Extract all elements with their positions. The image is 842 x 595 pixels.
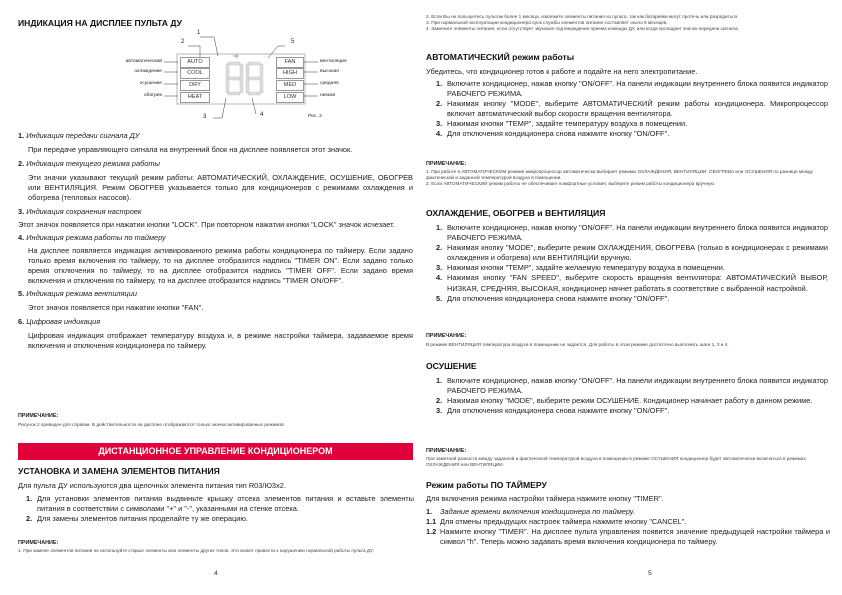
note-text: 4. Замените элементы питания, если отсутствует звуковое подтверждение приема команды ДУ, или когда пропадает значок передачи сигнала. [426, 26, 740, 32]
label-automatic: автоматический [125, 59, 162, 64]
note-text: При заметной разности между заданной и фактической температурой воздуха в помещении в режиме ОСУШЕНИЯ кондиционер будет автоматически включаться в режимах ОХЛАЖДЕНИЯ или ВЕНТИЛЯЦИИ. [426, 456, 806, 468]
list-item: 4. Для отключения кондиционера снова нажмите кнопку "ON/OFF". [436, 129, 670, 139]
item-text: Эти значки указывают текущий режим работы: АВТОМАТИЧЕСКИЙ, ОХЛАЖДЕНИЕ, ОСУШЕНИЕ, ОБОГРЕВ или ВЕНТИЛЯЦИЯ. Режим ОБОГРЕВ указывается только для кондиционеров с режимами охлаждения и обогрева (тепловых насосов). [28, 173, 413, 203]
timer-title: Режим работы ПО ТАЙМЕРУ [426, 480, 547, 490]
right-page [421, 0, 842, 595]
cool-heat-fan-title: ОХЛАЖДЕНИЕ, ОБОГРЕВ и ВЕНТИЛЯЦИЯ [426, 208, 606, 218]
timer-intro: Для включения режима настройки таймера нажмите кнопку "TIMER". [426, 494, 664, 503]
list-item: 3. Нажимая кнопки "TEMP", задайте температуру воздуха в помещении. [436, 119, 688, 129]
note-title: ПРИМЕЧАНИЕ: [426, 448, 467, 454]
label-ventilation: вентиляция [320, 59, 347, 64]
note-title: ПРИМЕЧАНИЕ: [18, 540, 59, 546]
label-heating: обогрев [143, 93, 162, 98]
mode-med-icon: MED [276, 80, 304, 91]
list-item: 2. Нажимая кнопку "MODE", выберите АВТОМАТИЧЕСКИЙ режим работы кондиционера. Микропроцессор включит автоматический выбор скорости вращения вентилятора. [436, 99, 828, 119]
list-item: 6. Цифровая индикация Цифровая индикация отображает температуру воздуха и, в режиме настройки таймера, задаваемое время включения и отключения кондиционера по таймеру. [18, 317, 413, 350]
list-item: 5. Индикация режима вентиляции Этот значок появляется при нажатии кнопки "FAN". [18, 289, 413, 313]
note-text: 3. При нормальной эксплуатации кондиционера срок службы элементов питания составляет около 6 месяцев. [426, 20, 668, 26]
mode-cool-icon: COOL [180, 68, 210, 79]
note-title: ПРИМЕЧАНИЕ: [426, 161, 467, 167]
list-item: 3. Индикация сохранения настроек Этот значок появляется при нажатии кнопки "LOCK". При повторном нажатии кнопки "LOCK" значок исчезает. [18, 207, 413, 230]
item-title: Индикация режима работы по таймеру [26, 232, 166, 242]
list-item: 2. Для замены элементов питания проделайте ту же операцию. [26, 514, 248, 524]
list-item: 1. Включите кондиционер, нажав кнопку "ON/OFF". На панели индикации внутреннего блока появится индикатор РАБОЧЕГО РЕЖИМА. [436, 79, 828, 99]
auto-notes [426, 169, 830, 188]
list-item: 2. Нажимая кнопку "MODE", выберите режим ОСУШЕНИЕ. Кондиционер начинает работу в данном режиме. [436, 396, 813, 406]
list-item: 2. Индикация текущего режима работы Эти значки указывают текущий режим работы: АВТОМАТИЧЕСКИЙ, ОХЛАЖДЕНИЕ, ОСУШЕНИЕ, ОБОГРЕВ или ВЕНТИЛЯЦИЯ. Режим ОБОГРЕВ указывается только для кондиционеров с режимами охлаждения и обогрева (тепловых насосов). [18, 159, 413, 203]
list-item: 3. Нажимая кнопки "TEMP", задайте желаемую температуру воздуха в помещении. [436, 263, 725, 273]
indication-items [18, 131, 413, 351]
mode-heat-icon: HEAT [180, 92, 210, 103]
auto-mode-intro: Убедитесь, что кондиционер готов к работе и подайте на него электропитание. [426, 67, 698, 76]
callout-3: 3 [203, 114, 207, 120]
note-title: ПРИМЕЧАНИЕ: [18, 413, 59, 419]
list-item: 1. Для установки элементов питания выдвиньте крышку отсека элементов питания и вставьте элементы питания в соответствии с символами "+" и "-", указанными на стенке отсека. [26, 494, 414, 514]
callout-4: 4 [260, 112, 264, 118]
note-text: 1. При замене элементов питания не используйте старые элементы или элементы других типов. Это может привести к нарушению нормальной работы пульта ДУ. [18, 548, 374, 553]
item-title: Индикация передачи сигнала ДУ [26, 131, 140, 140]
auto-mode-steps [436, 79, 828, 140]
item-text: Цифровая индикация отображает температуру воздуха и, в режиме настройки таймера, задаваемое время включения и отключения кондиционера по таймеру. [28, 330, 413, 350]
label-low: низкая [320, 93, 336, 98]
mode-fan-icon: FAN [276, 57, 304, 68]
item-title: Индикация текущего режима работы [26, 159, 160, 169]
battery-title: УСТАНОВКА И ЗАМЕНА ЭЛЕМЕНТОВ ПИТАНИЯ [18, 466, 220, 476]
item-text: Этот значок появляется при нажатии кнопки "FAN". [28, 303, 204, 313]
callout-2: 2 [181, 39, 185, 45]
dry-title: ОСУШЕНИЕ [426, 361, 477, 371]
figure-caption: Рис. 2 [308, 114, 322, 119]
note-text: 2. Если Вы не пользуетесь пультом более 1 месяца, извлеките элементы питания из пульта, так как батарейки могут протечь или разрядиться. [426, 14, 739, 19]
mode-dry-icon: DRY [180, 80, 210, 91]
list-item: 1. Включите кондиционер, нажав кнопку "ON/OFF". На панели индикации внутреннего блока появится индикатор РАБОЧЕГО РЕЖИМА. [436, 223, 828, 243]
display-diagram-lines [0, 28, 421, 128]
item-title: Индикация режима вентиляции [26, 289, 137, 299]
mode-high-icon: HIGH [276, 68, 304, 79]
battery-steps [26, 494, 414, 524]
mode-auto-icon: AUTO [180, 57, 210, 68]
note-text: В режиме ВЕНТИЛЯЦИЯ температура воздуха в помещении не задается. Для работы в этом режиме достаточно выполнить шаги 1, 3 и 4. [426, 342, 729, 347]
display-indication-title: ИНДИКАЦИЯ НА ДИСПЛЕЕ ПУЛЬТА ДУ [18, 18, 182, 28]
label-medium: средняя [320, 81, 339, 86]
list-item: 4. Нажимая кнопку "FAN SPEED", выберите скорость вращения вентилятора: АВТОМАТИЧЕСКИЙ ВЫБОР, НИЗКАЯ, СРЕДНЯЯ, ВЫСОКАЯ, кондиционер начнет работать в соответствие с выбранной настройкой. [436, 273, 828, 293]
item-text: Этот значок появляется при нажатии кнопки "LOCK". При повторном нажатии кнопки "LOCK" значок исчезает. [18, 219, 395, 229]
section-banner: ДИСТАНЦИОННОЕ УПРАВЛЕНИЕ КОНДИЦИОНЕРОМ [18, 443, 413, 460]
note-text: Рисунок 2 приведен для справки. В действительности на дисплее отображаются только значки активированных режимов. [18, 422, 285, 427]
note-title: ПРИМЕЧАНИЕ: [426, 333, 467, 339]
item-title: Цифровая индикация [26, 317, 101, 327]
auto-mode-title: АВТОМАТИЧЕСКИЙ режим работы [426, 52, 575, 62]
list-item: 1. Индикация передачи сигнала ДУ При передаче управляющего сигнала на внутренний блок на дисплее появляется этот значок. [18, 131, 413, 155]
list-item: 3. Для отключения кондиционера снова нажмите кнопку "ON/OFF". [436, 406, 670, 416]
note-text: 1. При работе в АВТОМАТИЧЕСКОМ режиме микропроцессор автоматически выбирает режимы ОХЛАЖДЕНИЯ, ВЕНТИЛЯЦИИ, ОБОГРЕВА или ОСУШЕНИЯ по разнице между фактической и заданной температурой воздуха в помещении. [426, 169, 813, 181]
dry-steps [436, 376, 828, 416]
list-item: 4. Индикация режима работы по таймеру На дисплее появляется индикация активированного режима работы кондиционера по таймеру. Если задано только время включения по таймеру, то на дисплее отобразится надпись "TIMER ON". Если задано только время отключения по таймеру, то на дисплее отобразится надпись "TIMER OFF". Если задано время включения и отключения по таймеру, то на дисплее отобразится надпись "TIMER ON/OFF". [18, 232, 413, 286]
item-text: На дисплее появляется индикация активированного режима работы кондиционера по таймеру. Если задано только время включения по таймеру, то на дисплее отобразится надпись "TIMER ON". Если задано только время отключения по таймеру, то на дисплее отобразится надпись "TIMER OFF". Если задано время включения и отключения по таймеру, то на дисплее отобразится надпись "TIMER ON/OFF". [28, 245, 413, 286]
label-drying: осушение [139, 81, 162, 86]
note-text: 2. Если АВТОМАТИЧЕСКИЙ режим работы не обеспечивает комфортные условия, выберите режим работы кондиционера вручную. [426, 181, 716, 187]
callout-5: 5 [291, 39, 295, 45]
list-item: 2. Нажимая кнопку "MODE", выберите режим ОХЛАЖДЕНИЯ, ОБОГРЕВА (только в кондиционерах с режимами охлаждения и обогрева) или ВЕНТИЛЯЦИИ вручную. [436, 243, 828, 263]
label-cooling: охлаждение [134, 69, 162, 74]
top-notes [426, 14, 830, 33]
list-item: 1.1 Для отмены предыдущих настроек таймера нажмите кнопку "CANCEL". [426, 517, 687, 527]
item-text: При передаче управляющего сигнала на внутренний блок на дисплее появляется этот значок. [28, 145, 353, 155]
item-title: Индикация сохранения настроек [26, 206, 142, 216]
list-item: 1. Включите кондиционер, нажав кнопку "ON/OFF". На панели индикации внутреннего блока появится индикатор РАБОЧЕГО РЕЖИМА. [436, 376, 828, 396]
list-item: 1. Задание времени включения кондиционера по таймеру. [426, 507, 636, 516]
timer-steps [426, 507, 830, 547]
label-high: высокая [320, 69, 339, 74]
battery-intro: Для пульта ДУ используются два щелочных элемента питания тип R03/Ю3х2. [18, 481, 286, 490]
page-number: 5 [648, 570, 652, 577]
callout-1: 1 [197, 30, 201, 36]
remote-display-figure [0, 28, 421, 128]
list-item: 1.2 Нажмите кнопку "TIMER". На дисплее пульта управления появится значение предыдущей настройки таймера и символ "h". Теперь можно задавать время включения кондиционера по таймеру. [426, 527, 830, 547]
mode-low-icon: LOW [276, 92, 304, 103]
page-number: 4 [214, 570, 218, 577]
cool-heat-fan-steps [436, 223, 828, 304]
list-item: 5. Для отключения кондиционера снова нажмите кнопку "ON/OFF". [436, 293, 670, 303]
